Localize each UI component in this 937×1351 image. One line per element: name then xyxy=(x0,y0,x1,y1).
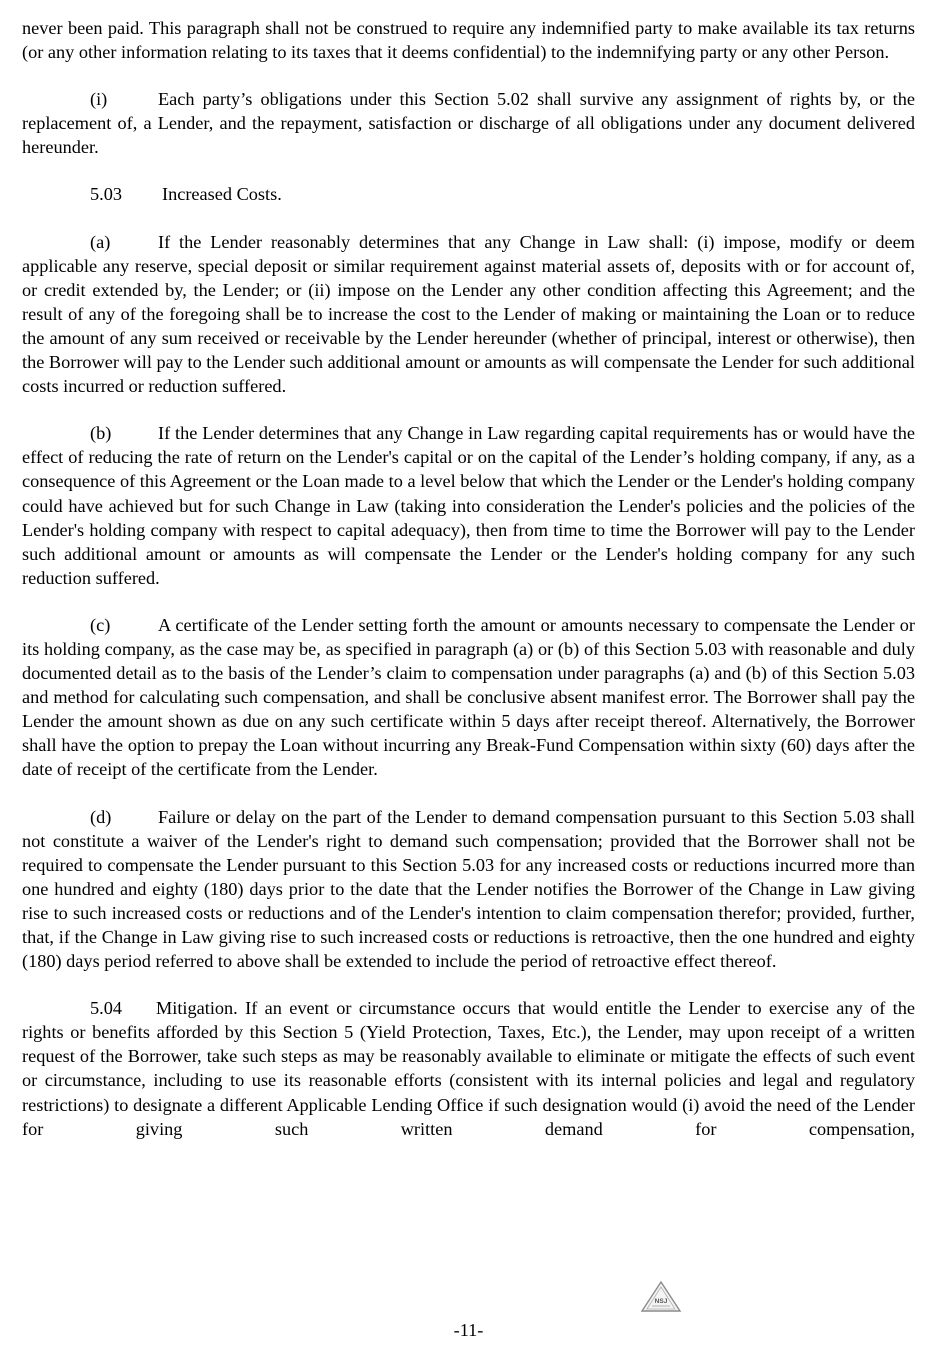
section-heading-5-03 xyxy=(22,182,915,206)
subsection-label: (c) xyxy=(90,614,111,635)
seal-text: NSJ xyxy=(654,1298,668,1305)
section-number: 5.04 xyxy=(90,998,122,1019)
section-5-04-mitigation xyxy=(22,996,915,1141)
subsection-d xyxy=(22,805,915,974)
subsection-text: If the Lender reasonably determines that any Change in Law shall: (i) impose, modify or deem applicable any reserve, special deposit or similar requirement against material assets of, deposits with or for account of, or credit extended by, the Lender; or (ii) impose on the Lender any other condition affecting this Agreement; and the result of any of the foregoing shall be to increase the cost to the Lender of making or maintaining the Loan or to reduce the amount of any sum received or receivable by the Lender hereunder (whether of principal, interest or otherwise), then the Borrower will pay to the Lender such additional amount or amounts as will compensate the Lender for such additional costs incurred or reduction suffered. xyxy=(22,231,915,397)
paragraph-i xyxy=(22,87,915,159)
notary-seal-icon xyxy=(640,1280,682,1314)
section-text: Mitigation. If an event or circumstance occurs that would entitle the Lender to exercise any of the rights or benefits afforded by this Section 5 (Yield Protection, Taxes, Etc.), the Lender, may upon receipt of a written request of the Borrower, take such steps as may be reasonably available to eliminate or mitigate the effects of such event or circumstance, including to use its reasonable efforts (consistent with its internal policies and legal and regulatory restrictions) to designate a different Applicable Lending Office if such designation would (i) avoid the need of the Lender for giving such written demand for compensation, xyxy=(22,998,915,1139)
subsection-text: If the Lender determines that any Change in Law regarding capital requirements has or would have the effect of reducing the rate of return on the Lender's capital or on the capital of the Lender’s holding company, if any, as a consequence of this Agreement or the Loan made to a level below that which the Lender or the Lender's holding company could have achieved but for such Change in Law (taking into consideration the Lender's policies and the policies of the Lender's holding company with respect to capital adequacy), then from time to time the Borrower will pay to the Lender such additional amount or amounts as will compensate the Lender or the Lender's holding company for any such reduction suffered. xyxy=(22,423,915,588)
subsection-label: (d) xyxy=(90,806,112,827)
subsection-label: (b) xyxy=(90,423,112,444)
subsection-text: A certificate of the Lender setting forth the amount or amounts necessary to compensate the Lender or its holding company, as the case may be, as specified in paragraph (a) or (b) of this Section 5.03 with reasonable and duly documented detail as to the basis of the Lender’s claim to compensation under paragraphs (a) and (b) of this Section 5.03 and method for calculating such compensation, and shall be conclusive absent manifest error. The Borrower shall pay the Lender the amount shown as due on any such certificate within 5 days after receipt thereof. Alternatively, the Borrower shall have the option to prepay the Loan without incurring any Break-Fund Compensation within sixty (60) days after the date of receipt of the certificate from the Lender. xyxy=(22,614,915,780)
subsection-text: Failure or delay on the part of the Lender to demand compensation pursuant to this Section 5.03 shall not constitute a waiver of the Lender's right to demand such compensation; provided that the Borrower shall not be required to compensate the Lender pursuant to this Section 5.03 for any increased costs or reductions incurred more than one hundred and eighty (180) days prior to the date that the Lender notifies the Borrower of the Change in Law giving rise to such increased costs or reductions and of the Lender's intention to claim compensation therefor; provided, further, that, if the Change in Law giving rise to such increased costs or reductions is retroactive, then the one hundred and eighty (180) days period referred to above shall be extended to include the period of retroactive effect thereof. xyxy=(22,806,915,972)
paragraph-label: (i) xyxy=(90,89,108,110)
subsection-label: (a) xyxy=(90,231,111,252)
subsection-b xyxy=(22,421,915,590)
section-title: Increased Costs. xyxy=(162,184,282,205)
document-page xyxy=(22,16,915,1164)
page-number: -11- xyxy=(453,1320,484,1340)
paragraph-text: Each party’s obligations under this Section 5.02 shall survive any assignment of rights by, or the replacement of, a Lender, and the repayment, satisfaction or discharge of all obligations under any document delivered hereunder. xyxy=(22,89,915,158)
paragraph-continuation: never been paid. This paragraph shall not be construed to require any indemnified party to make available its tax returns (or any other information relating to its taxes that it deems confidential) to the indemnifying party or any other Person. xyxy=(22,18,915,63)
section-number: 5.03 xyxy=(90,184,122,205)
subsection-a xyxy=(22,230,915,399)
subsection-c xyxy=(22,613,915,782)
